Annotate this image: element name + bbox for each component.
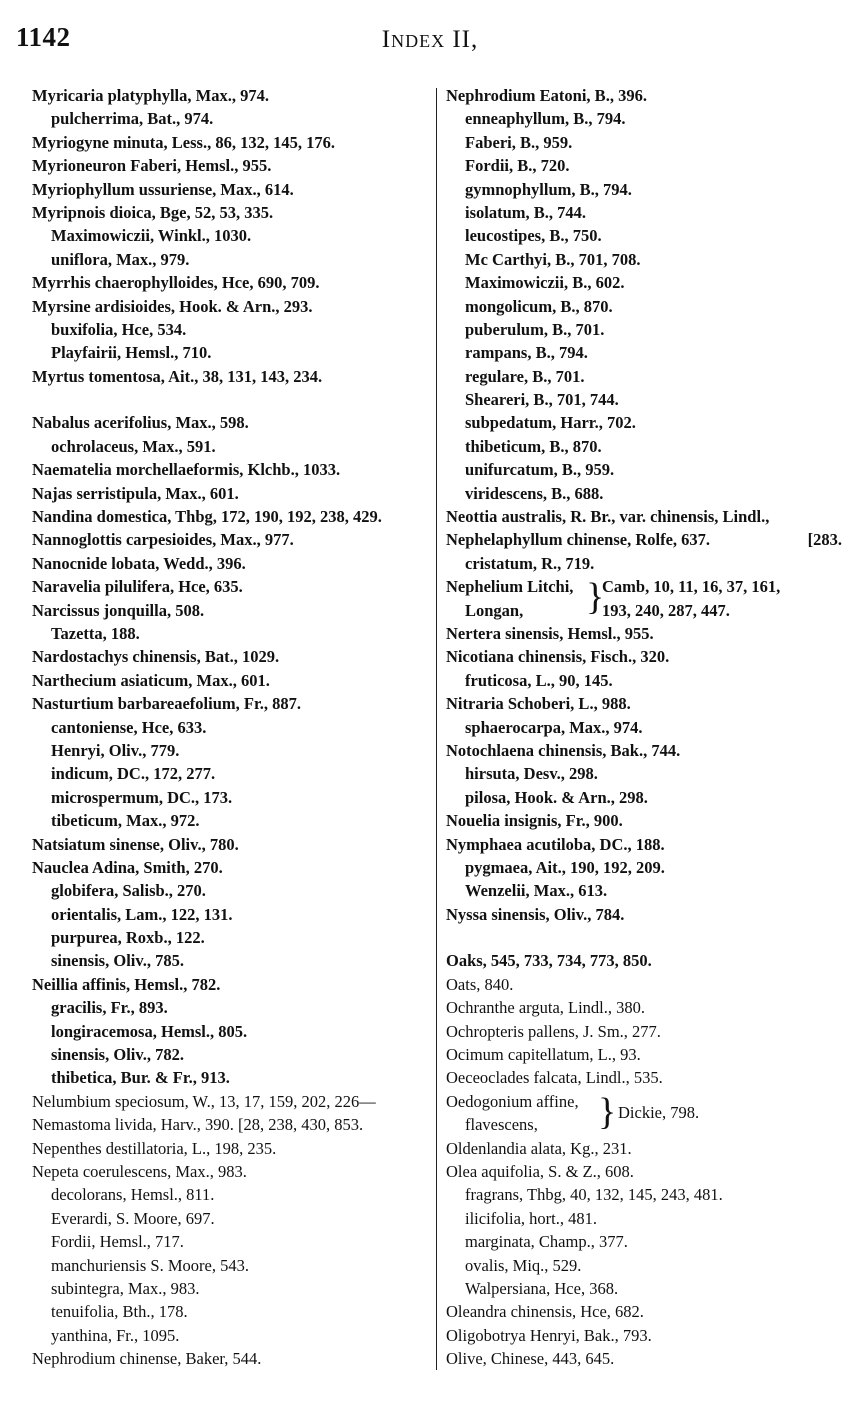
index-entry: cantoniense, Hce, 633. xyxy=(51,717,207,737)
index-entry: yanthina, Fr., 1095. xyxy=(51,1325,180,1345)
index-entry: Faberi, B., 959. xyxy=(465,132,573,152)
index-entry: Nemastoma livida, Harv., 390. [28, 238, 430, 853. xyxy=(32,1115,364,1135)
index-entry: Myrrhis chaerophylloides, Hce, 690, 709. xyxy=(32,273,320,293)
index-entry: Everardi, S. Moore, 697. xyxy=(51,1208,215,1228)
index-entry: Tazetta, 188. xyxy=(51,623,140,643)
index-entry: Mc Carthyi, B., 701, 708. xyxy=(465,249,641,269)
index-entry: marginata, Champ., 377. xyxy=(465,1232,628,1252)
index-entry: Henryi, Oliv., 779. xyxy=(51,740,180,760)
index-entry: purpurea, Roxb., 122. xyxy=(51,928,205,948)
index-entry: Nelumbium speciosum, W., 13, 17, 159, 202, 226— xyxy=(32,1091,376,1111)
index-entry: ochrolaceus, Max., 591. xyxy=(51,436,216,456)
index-entry: Fordii, Hemsl., 717. xyxy=(51,1232,184,1252)
index-entry: pygmaea, Ait., 190, 192, 209. xyxy=(465,857,665,877)
index-entry: Najas serristipula, Max., 601. xyxy=(32,483,239,503)
index-entry: Nymphaea acutiloba, DC., 188. xyxy=(446,834,665,854)
index-entry: subpedatum, Harr., 702. xyxy=(465,413,636,433)
right-column-part-c xyxy=(446,1137,846,1371)
index-entry: Oleandra chinensis, Hce, 682. xyxy=(446,1302,644,1322)
index-entry: Wenzelii, Max., 613. xyxy=(465,881,608,901)
index-entry: Ochranthe arguta, Lindl., 380. xyxy=(446,998,646,1018)
entry-nephelium-longan: Longan, xyxy=(465,600,524,620)
entry-oedogonium-citation: Dickie, 798. xyxy=(618,1102,700,1122)
entry-continuation: [283. xyxy=(807,530,842,550)
left-column xyxy=(32,84,432,1370)
index-entry: longiracemosa, Hemsl., 805. xyxy=(51,1021,248,1041)
index-entry: thibetica, Bur. & Fr., 913. xyxy=(51,1068,230,1088)
index-entry: buxifolia, Hce, 534. xyxy=(51,319,187,339)
index-entry: Myriophyllum ussuriense, Max., 614. xyxy=(32,179,294,199)
index-entry: Narcissus jonquilla, 508. xyxy=(32,600,205,620)
index-entry: sinensis, Oliv., 785. xyxy=(51,951,184,971)
brace-glyph: } xyxy=(598,1090,617,1133)
index-entry: Myrsine ardisioides, Hook. & Arn., 293. xyxy=(32,296,313,316)
index-entry: isolatum, B., 744. xyxy=(465,202,587,222)
index-entry: Nabalus acerifolius, Max., 598. xyxy=(32,413,249,433)
index-entry: Nepenthes destillatoria, L., 198, 235. xyxy=(32,1138,277,1158)
index-entry: decolorans, Hemsl., 811. xyxy=(51,1185,215,1205)
brace-glyph: } xyxy=(586,576,605,619)
right-column-part-a xyxy=(446,84,846,575)
index-entry: Nouelia insignis, Fr., 900. xyxy=(446,811,623,831)
index-entry: orientalis, Lam., 122, 131. xyxy=(51,904,233,924)
index-entry: Myrtus tomentosa, Ait., 38, 131, 143, 234. xyxy=(32,366,323,386)
entry-nephelium-litchi: Nephelium Litchi, xyxy=(446,577,574,597)
index-entry: Nandina domestica, Thbg, 172, 190, 192, 238, 429. xyxy=(32,507,382,527)
index-entry: viridescens, B., 688. xyxy=(465,483,604,503)
index-entry: Nannoglottis carpesioides, Max., 977. xyxy=(32,530,294,550)
index-entry: sinensis, Oliv., 782. xyxy=(51,1045,184,1065)
index-entry: puberulum, B., 701. xyxy=(465,319,605,339)
index-entry: tenuifolia, Bth., 178. xyxy=(51,1302,188,1322)
index-entry: gracilis, Fr., 893. xyxy=(51,998,168,1018)
index-entry: fragrans, Thbg, 40, 132, 145, 243, 481. xyxy=(465,1185,723,1205)
index-entry: Natsiatum sinense, Oliv., 780. xyxy=(32,834,239,854)
index-entry: cristatum, R., 719. xyxy=(465,553,595,573)
index-entry: microspermum, DC., 173. xyxy=(51,787,233,807)
page-number: 1142 xyxy=(16,22,71,52)
index-entry: Oats, 840. xyxy=(446,974,514,994)
index-entry-oedogonium xyxy=(446,1090,846,1137)
index-entry: ilicifolia, hort., 481. xyxy=(465,1208,597,1228)
index-entry: thibeticum, B., 870. xyxy=(465,436,602,456)
section-gap xyxy=(446,926,846,949)
index-entry: Nyssa sinensis, Oliv., 784. xyxy=(446,904,625,924)
index-entry: regulare, B., 701. xyxy=(465,366,585,386)
index-entry: Myrioneuron Faberi, Hemsl., 955. xyxy=(32,156,272,176)
index-entry: manchuriensis S. Moore, 543. xyxy=(51,1255,249,1275)
index-entry: Oligobotrya Henryi, Bak., 793. xyxy=(446,1325,652,1345)
index-entry: Naematelia morchellaeformis, Klchb., 1033. xyxy=(32,460,341,480)
index-entry: Neillia affinis, Hemsl., 782. xyxy=(32,974,221,994)
index-entry: pilosa, Hook. & Arn., 298. xyxy=(465,787,648,807)
column-divider xyxy=(436,88,437,1370)
index-entry: Oaks, 545, 733, 734, 773, 850. xyxy=(446,951,652,971)
index-entry: enneaphyllum, B., 794. xyxy=(465,109,626,129)
index-entry: globifera, Salisb., 270. xyxy=(51,881,206,901)
index-entry: Nardostachys chinensis, Bat., 1029. xyxy=(32,647,280,667)
index-entry: ovalis, Miq., 529. xyxy=(465,1255,582,1275)
index-entry: Nephrodium chinense, Baker, 544. xyxy=(32,1349,262,1369)
index-entry: Nephrodium Eatoni, B., 396. xyxy=(446,86,647,105)
index-entry: Sheareri, B., 701, 744. xyxy=(465,390,619,410)
index-entry: pulcherrima, Bat., 974. xyxy=(51,109,214,129)
index-entry: Playfairii, Hemsl., 710. xyxy=(51,343,212,363)
index-entry: hirsuta, Desv., 298. xyxy=(465,764,598,784)
index-entry: Maximowiczii, B., 602. xyxy=(465,273,625,293)
index-entry: unifurcatum, B., 959. xyxy=(465,460,615,480)
entry-nephelium-citation-1: Camb, 10, 11, 16, 37, 161, xyxy=(602,577,781,597)
index-entry: Oldenlandia alata, Kg., 231. xyxy=(446,1138,632,1158)
index-entry: Maximowiczii, Winkl., 1030. xyxy=(51,226,252,246)
index-entry: Olea aquifolia, S. & Z., 608. xyxy=(446,1162,634,1181)
index-entry: Myripnois dioica, Bge, 52, 53, 335. xyxy=(32,202,274,222)
index-entry: uniflora, Max., 979. xyxy=(51,249,190,269)
index-entry: Myricaria platyphylla, Max., 974. xyxy=(32,86,269,105)
index-entry: indicum, DC., 172, 277. xyxy=(51,764,216,784)
index-entry xyxy=(446,528,846,551)
entry-text: Nephelaphyllum chinense, Rolfe, 637. xyxy=(446,530,711,550)
section-gap xyxy=(32,388,432,411)
index-entry: Ochropteris pallens, J. Sm., 277. xyxy=(446,1021,661,1041)
index-entry: Nauclea Adina, Smith, 270. xyxy=(32,857,223,877)
index-entry: tibeticum, Max., 972. xyxy=(51,811,200,831)
running-head: Index II, xyxy=(381,26,479,53)
entry-oedogonium-flavescens: flavescens, xyxy=(465,1115,538,1135)
index-entry: Nertera sinensis, Hemsl., 955. xyxy=(446,624,654,643)
right-column xyxy=(446,84,846,1371)
index-entry: Fordii, B., 720. xyxy=(465,156,570,176)
index-entry: Nicotiana chinensis, Fisch., 320. xyxy=(446,647,670,667)
index-entry: Notochlaena chinensis, Bak., 744. xyxy=(446,740,681,760)
index-entry: sphaerocarpa, Max., 974. xyxy=(465,717,643,737)
index-entry: Nepeta coerulescens, Max., 983. xyxy=(32,1161,247,1181)
index-entry: Narthecium asiaticum, Max., 601. xyxy=(32,670,270,690)
index-entry: Ocimum capitellatum, L., 93. xyxy=(446,1045,641,1065)
index-entry: fruticosa, L., 90, 145. xyxy=(465,670,613,690)
index-entry: rampans, B., 794. xyxy=(465,343,588,363)
index-entry: Naravelia pilulifera, Hce, 635. xyxy=(32,577,243,597)
index-entry: Nanocnide lobata, Wedd., 396. xyxy=(32,553,246,573)
index-entry: subintegra, Max., 983. xyxy=(51,1278,200,1298)
index-entry: mongolicum, B., 870. xyxy=(465,296,613,316)
entry-oedogonium-affine: Oedogonium affine, xyxy=(446,1091,579,1111)
index-entry: Oeceoclades falcata, Lindl., 535. xyxy=(446,1068,663,1088)
index-entry-nephelium xyxy=(446,575,846,622)
index-entry: Olive, Chinese, 443, 645. xyxy=(446,1349,615,1369)
right-column-part-b xyxy=(446,622,846,1090)
index-entry: gymnophyllum, B., 794. xyxy=(465,179,632,199)
index-entry: Myriogyne minuta, Less., 86, 132, 145, 176. xyxy=(32,132,335,152)
entry-nephelium-citation-2: 193, 240, 287, 447. xyxy=(602,600,730,620)
index-entry: Nitraria Schoberi, L., 988. xyxy=(446,694,631,714)
index-entry: leucostipes, B., 750. xyxy=(465,226,602,246)
index-entry: Walpersiana, Hce, 368. xyxy=(465,1278,619,1298)
index-entry: Nasturtium barbareaefolium, Fr., 887. xyxy=(32,694,302,714)
index-entry: Neottia australis, R. Br., var. chinensis, Lindl., xyxy=(446,507,770,527)
